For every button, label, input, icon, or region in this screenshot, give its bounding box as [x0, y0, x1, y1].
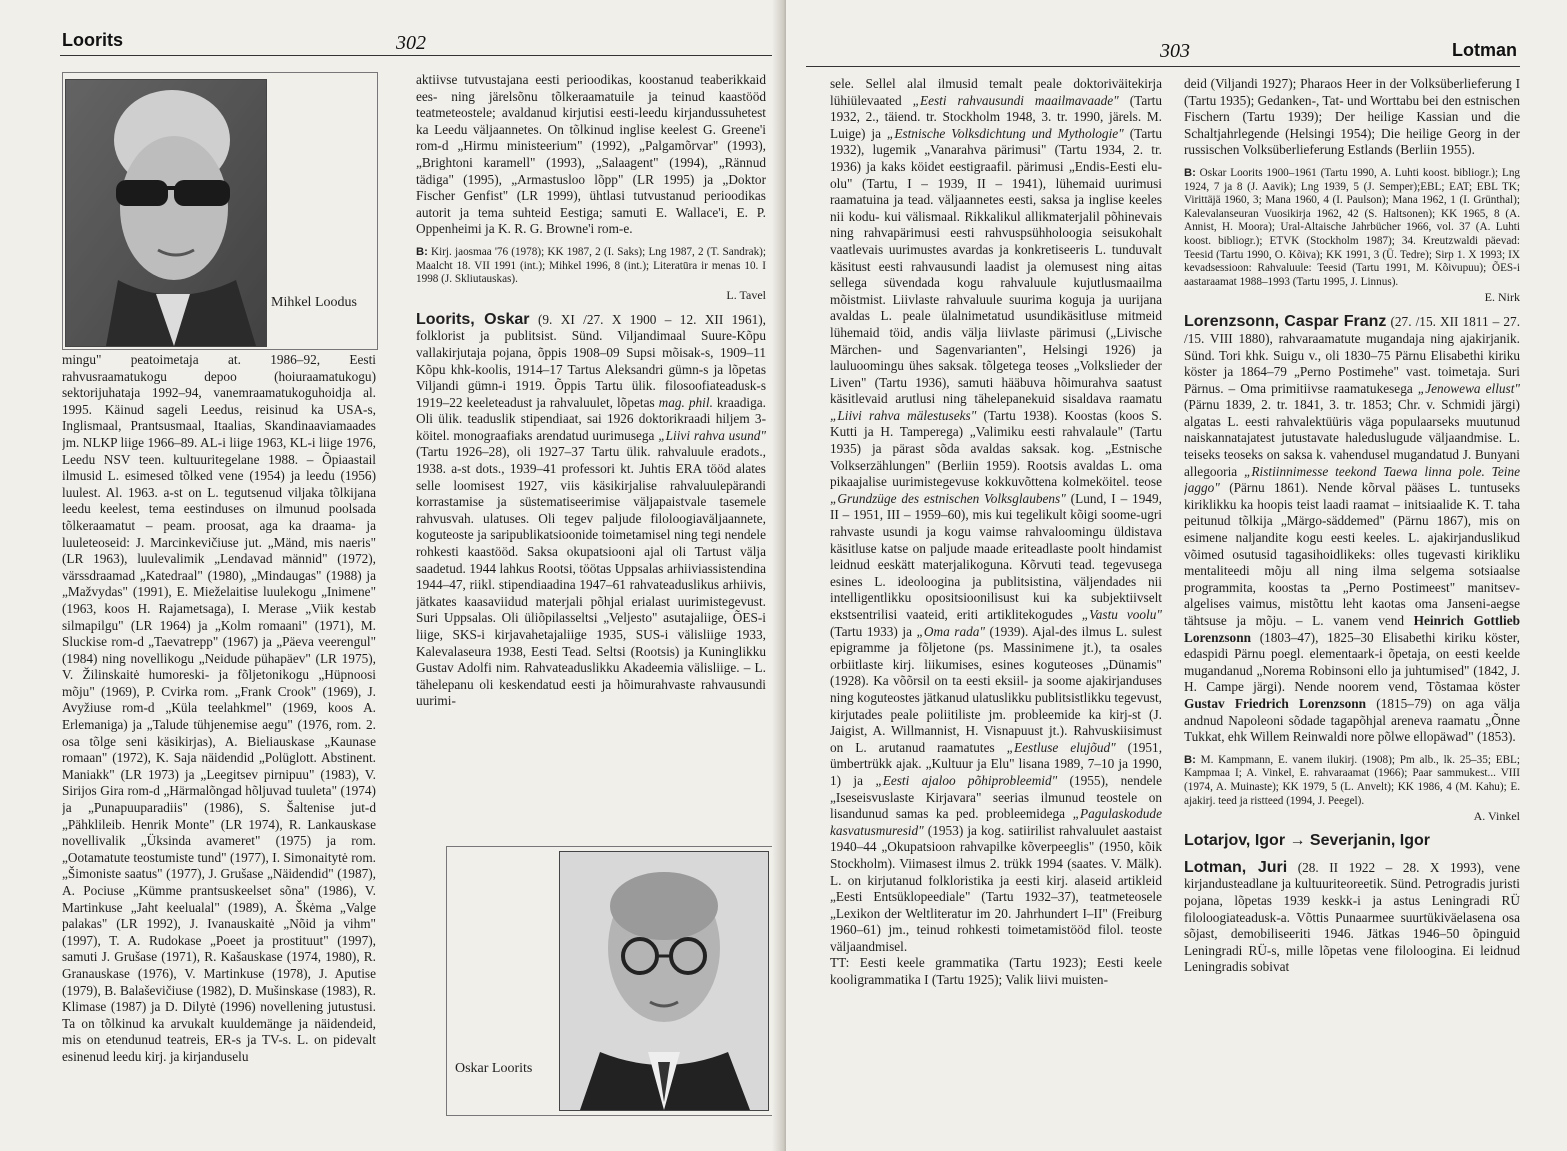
- loorits-works-tt: TT: Eesti keele grammatika (Tartu 1923); Eesti keele kooligrammatika I (Tartu 1925); Valik liivi muisten-: [830, 955, 1162, 988]
- photo-caption-mihkel-loodus: Mihkel Loodus: [271, 295, 357, 310]
- loorits-text-d: (Tartu 1938). Koostas (koos S. Kutti ja H. Tamperega) „Valimiku eesti rahvalaule" (Tartu 1935) ja pärast sõda avaldas saksak. kog. „Estnische Volkserzählungen" (Berliin 1959). Rootsis avaldas L. oma pikaajalise uurimistegevuse kokkuvõttena kolmeköitel. teose: [830, 407, 1162, 490]
- loorits-title-6: „Oma rada": [916, 623, 985, 639]
- loorits-text-c: (Tartu 1932), lugemik „Vanarahva pärimusi" (Tartu 1934, 2. tr. 1936) ja kaks köidet eestigraafil. pärimusi „Endis-Eesti elu-olu" (Tartu, I – 1939, II – 1941), lühemaid uurimusi raamatuina ja tead. väljaannetes eesti, saksa ja inglise keeles nii kodu- kui välismaal. Rikkalikul allikmaterjalil põhinevais ning rahvapärimusi eesti rahvuspsühholoogia seisukohalt vaatlevais uurimustes avardas ja konkretiseeris L. tunduvalt käsitust eesti rahvausundi laadist ja olemusest ning aitas sellega süvendada kogu rahvaluule kujutlusmaailma mõistmist. Liivlaste rahvaluule suurima koguja ja uurijana avaldas L. peale ülalnimetatud usundikäsitluse mitmeid lühemaid töid, andis välja liivlaste pärimusi („Livische Märchen- und Sagenvarianten", Helsingi 1926) ja lauluoomingu ühes saksak. tõlgetega teoses „Volkslieder der Liven" (Tartu 1936), samuti hääbuva hõimurahva saatust käsitlevaid arutlusi ning tähelepanekuid sisaldava raamatu: [830, 125, 1162, 407]
- portrait-frame-mihkel-loodus: [62, 72, 378, 350]
- entry-text-loorits-ital: mag. phil.: [658, 394, 713, 410]
- text-column-right-2: [1184, 76, 1520, 1132]
- lorenzsonn-text-b: (Pärnu 1839, 2. tr. 1841, 3. tr. 1853; Chr. v. Schmidi järgi) algatas L. eesti rahvalektüüris väga populaarseks muutunud naiskannatajatest jutustavate haleduslugude väljaandmise. L. teiseks teoseks on saksa k. vahendusel mugandatud J. Bunyani allegooria: [1184, 397, 1520, 479]
- cross-reference-lotarjov: Lotarjov, Igor → Severjanin, Igor: [1184, 832, 1430, 850]
- author-signature-vinkel: A. Vinkel: [1473, 809, 1520, 824]
- page-number-left: 302: [396, 32, 426, 54]
- left-page: [0, 0, 782, 1151]
- bib-text-lorenzsonn: M. Kampmann, E. vanem ilukirj. (1908); Pm alb., lk. 25–35; EBL; Kampmaa I; A. Vinkel, E. rahvaraamat (1966); Paar sammukest... VIII (1974, A. Muinaste); KK 1979, 5 (L. Anvelt); KK 1986, 4 (M. Kahu); E. ajakirj. teed ja ristteed (1994, J. Peegel).: [1184, 753, 1520, 807]
- portrait-image-loorits: [560, 852, 768, 1110]
- entry-lotman: [1184, 860, 1520, 976]
- lorenzsonn-brother-2: Gustav Friedrich Lorenzsonn: [1184, 695, 1367, 711]
- entry-text-loorits-a: folklorist ja publitsist. Sünd. Viljandimaal Suure-Kõpu vallakirjutaja pojana, õppis 1908–09 Supsi mõisak-s, 1909–11 Kõpu khk-koolis, 1914–17 Tartus Aleksandri gümn-s ja lõpetas Viljandi gümn-i 1919. Õppis Tartu ülik. filosoofiateadusk-s 1919–22 keeleteadust ja rahvaluulet, lõpetas: [416, 328, 766, 410]
- bib-text: Kirj. jaosmaa '76 (1978); KK 1987, 2 (I. Saks); Lng 1987, 2 (T. Sandrak); Maalcht 18. VII 1991 (int.); Mihkel 1996, 8 (int.); Literatūra ir menas 10. I 1998 (J. Skliutauskas).: [416, 245, 766, 286]
- entry-dates-loorits: (9. XI /27. X 1900 – 12. XII 1961),: [537, 311, 766, 327]
- loorits-title-5: „Vastu voolu": [1081, 607, 1162, 622]
- entry-title-lorenzsonn: Lorenzsonn, Caspar Franz: [1184, 313, 1387, 331]
- text-column-left-1: [62, 352, 376, 1132]
- loorits-title-4: „Grundzüge des estnischen Volksglaubens": [830, 490, 1066, 506]
- entry-lorenzsonn: [1184, 314, 1520, 745]
- loorits-text-e: (Lund, I – 1949, II – 1951, III – 1959–60), mis kui tegelikult kõigi soome-ugri rahvaste usundi ja kogu vaimse rahvaloomingu üldistava käsitluse katse on paljude maade eriteadlaste poolt hindamist leidnud eeskätt materjalikoguna. Kõrvuti tead. tegevusega esines L. ideoloogina ja publitsistina, väljendades nii intelligentlikku opositsioonilisust kui ka subjektiivselt ekstsentrilisi vaateid, eriti artiklitekogudes: [830, 490, 1162, 622]
- text-column-right-1: [830, 76, 1162, 1132]
- running-head-left: Loorits: [62, 30, 123, 50]
- bib-text-loorits: Oskar Loorits 1900–1961 (Tartu 1990, A. Luhti koost. bibliogr.); Lng 1924, 7 ja 8 (J. Aavik); Lng 1939, 5 (J. Semper);EBL; EAT; EBL TK; Virittäjä 1960, 3; Mana 1960, 4 (I. Paulson); Mana 1962, 1 (I. Grünthal); Kalevalanseuran Vuosikirja 1962, 42 (S. Haltsonen); KK 1965, 8 (A. Annist, H. Moora); Ural-Altaische Jahrbücher 1966, vol. 37 (A. Luhti koost. bibliogr.); ETVK (Stockholm 1987); 34. Kreutzwaldi päevad: Teesid (Tartu 1990, O. Kõiva); KK 1991, 3 (Ü. Tedre); Sirp 1. X 1993; IX kevadsessioon: Rahvaluule: Teesid (Tartu 1991, M. Kõivupuu); ÕES-i aastaraamat 1988–1993 (Tartu 1995, J. Linnus).: [1184, 166, 1520, 288]
- entry-dates-lotman: (28. II 1922 – 28. X 1993),: [1297, 859, 1485, 875]
- lorenzsonn-title-1: „Jenowewa ellust": [1417, 380, 1520, 396]
- loorits-title-1: „Eesti rahvausundi maailmavaade": [912, 92, 1119, 108]
- lorenzsonn-text-d: (1803–47), 1825–30 Elisabethi kiriku köster, edaspidi Pärnu poegl. elementaark-i õpetaja, on eesti keelde mugandanud „Norema Robinsoni ello ja juhtumised" (1842, J. H. Campe järgi). Nende noorem vend, Tõstamaa köster: [1184, 629, 1520, 695]
- lorenzsonn-brother-1: Heinrich Gottlieb Lorenzsonn: [1184, 613, 1520, 645]
- loorits-text-f: (Tartu 1933) ja: [830, 623, 917, 639]
- portrait-image: [66, 80, 266, 346]
- loorits-text-j: (1953) ja kog. satiirilist rahvaluulet aastaist 1940–44 „Okupatsioon rahvapilke kõverpeeglis" (1950, kõik Stockholm). Viimasest ilmus 2. trükk 1994 (saates. V. Mälk). L. on kirjutanud folkloristika ja eesti kirj. alaseid artikleid „Eesti Entsüklopeediale" (Tartu 1932–37), teatmeteosele „Lexikon der Weltliteratur im 20. Jahrhundert I–II" (Freiburg 1960–61) jm., teinud rohkesti toimetamistööd filol. teoste väljaandmisel.: [830, 822, 1162, 954]
- bibliography-loorits: [1184, 167, 1520, 289]
- loorits-text-h: (1951, ümbertrükk ajak. „Kultuur ja Elu" lisana 1989, 7–10 ja 1990, 1) ja: [830, 739, 1162, 788]
- loorits-works-continued: deid (Viljandi 1927); Pharaos Heer in der Volksüberlieferung I (Tartu 1935); Gedanken-, Tat- und Worttabu bei den estnischen Fischern (Tartu 1939); Der heilige Kassian und die Schaltjahrlegende (Helsingi 1954); Die heilige Georg in der russischen Volksüberlieferung Estlands (Berliin 1955).: [1184, 76, 1520, 158]
- entry-continuation-loodus: mingu" peatoimetaja at. 1986–92, Eesti rahvusraamatukogu depoo (hoiuraamatukogu) sektorijuhataja 1992–94, vanemraamatukoguhoidja al. 1995. Käinud sageli Leedus, reisinud ka USA-s, Inglismaal, Prantsusmaal, Itaalias, Skandinaaviamaades jm. NLKP liige 1966–89. AL-i liige 1963, KL-i liige 1976, Leedu NSV teen. kultuuritegelane 1988. – Õpiaastail ilmusid L. esimesed tõlked vene (1954) ja leedu (1956) luulest. Al. 1963. a-st on L. tegutsenud viljaka tõlkijana leedu keelest, tema eestinduses on ilmunud poolsada tõlkeraamatut – peam. proosat, aga ka draama- ja luuleteoseid: J. Marcinkevičiuse jut. „Mänd, mis naeris" (LR 1963), luulevalimik „Lendavad männid" (1972), värssdraamad „Katedraal" (1980), „Mindaugas" (1988) ja „Mažvydas" (1991), E. Mieželaitise luulekogu „Inimene" (1963, koos H. Rajametsaga), I. Merase „Viik kestab silmapilgu" (LR 1964) ja „Kolm romaani" (1971), M. Sluckise rom-d „Taevatrepp" (1967) ja „Päeva veerengul" (1984) ning novellikogu „Neidude pühapäev" (LR 1975), V. Žilinskaitė humoreski- ja fõljetonikogu „Hüpnoosi mõju" (1969), P. Cvirka rom. „Frank Crook" (1969), J. Avyžiuse rom-d „Küla teelahkmel" (1969, koos A. Erlemaniga) ja „Talude tühjenemise aegu" (1976, rom. 2. osa tõlge seni käsikirjas), A. Bieliauskase „Kaunase romaan" (1972), K. Saja näidendid „Polüglott. Abstinent. Maniakk" (LR 1973) ja „Leegitsev pirnipuu" (1983), V. Sirijos Gira rom-d „Härmalõngad hõljuvad tuuleta" (1974) ja „Punapuuparadiis" (1986), S. Šaltenise jut-d „Pähklileib. Henrik Monte" (LR 1974), R. Lankauskase novellivalik „Üksinda avameret" (1975) ja rom. „Ootamatute teostumiste tund" (1977), I. Simonaitytė rom. „Šimoniste saatus" (1977), J. Grušase „Näidendid" (1987), A. Pociuse „Kümme prantsuskeelset sõna" (1986), V. Martinkuse „Jaht keelualal" (1989), A. Škėma „Valge palakas" (LR 1992), J. Ivanauskaitė „Nõid ja vihm" (1997), T. A. Rudokase „Poeet ja prostituut" (1997), samuti J. Grušase (1971), R. Kašauskase (1974, 1980), R. Granauskase (1976), V. Martinkuse (1978), J. Aputise (1979), B. Balaševičiuse (1982), D. Mušinskase (1983), R. Klimase (1987) ja D. Dilytė (1996) novellening jutustusi. Ta on tõlkinud ka arvukalt kuuldemänge ja näidendeid, mis on etendunud teatreis, ER-s ja TV-s. L. on pidevalt esinenud leedu kirj. ja kirjanduselu: [62, 352, 376, 1064]
- loorits-text-a: sele. Sellel alal ilmusid temalt peale doktoriväitekirja lühiülevaated: [830, 76, 1162, 108]
- portrait-frame-oskar-loorits: [446, 846, 774, 1116]
- portrait-photo-mihkel-loodus: [65, 79, 267, 347]
- bibliography-lorenzsonn: [1184, 754, 1520, 808]
- loorits-text-b: (Tartu 1932, 2., täiend. tr. Stockholm 1948, 3. tr. 1990, järels. M. Luige) ja: [830, 92, 1162, 141]
- bib-label-lorenzsonn: B:: [1184, 753, 1196, 766]
- loorits-text-g: (1939). Ajal-des ilmus L. sulest epigramme ja fõljetone (ps. Massinimene jt.), ta osales orbiitlaste kirj. liikumises, esines koguteoses „Dünamis" (1928). Ka võõrsil on ta eesti eksiil- ja soome ajakirjanduses ning koguteostes jätkanud ulatuslikku publitsistlikku tegevust, kirjutades peale poliitiliste jm. probleemide ka kirj-st (J. Jaigist, A. Willmannist, H. Visnapuust jt.). Rahvuskiisimust on L. arutanud raamatutes: [830, 623, 1162, 755]
- entry-title-loorits: Loorits, Oskar: [416, 310, 530, 328]
- entry-loorits-oskar: [416, 312, 766, 710]
- loorits-text-i: (1955), nendele „Iseseisvuslaste Kirjavara" seerias ilmunud teostele on lisandunud samas ka ped. probleemidega: [830, 772, 1162, 822]
- portrait-photo-oskar-loorits: [559, 851, 769, 1111]
- entry-dates-lorenzsonn: (27. /15. XII 1811 –: [1390, 314, 1500, 330]
- right-page: [786, 0, 1567, 1151]
- entry-continuation-loorits: [830, 76, 1162, 955]
- header-rule-left: [60, 55, 772, 56]
- entry-continuation-loodus-2: aktiivse tutvustajana eesti perioodikas, koostanud teaberikkaid ees- ning järelsõnu tõlkeraamatuile ja teinud kaastööd teatmeteostele; avaldanud kirjutisi eesti-leedu kirjandussuhetest ka Leedu väljaannetes. On tõlkinud inglise keelest G. Greene'i rom-d „Hirmu ministeerium" (1992), „Palgamõrvar" (1993), „Brightoni karamell" (1993), „Salaagent" (1994), „Rännud tädiga" (1995), „Armastusloo lõpp" (LR 1995) ja „Doktor Fischer Genfist" (LR 1999), ühtlasi tutvustanud perioodikas autorit ja tema suhteid Eestiga; samuti E. Wallace'i, E. P. Oppenheimi ja K. R. G. Browne'i rom-e.: [416, 72, 766, 237]
- photo-caption-oskar-loorits: Oskar Loorits: [455, 1061, 533, 1076]
- loorits-title-8: „Eesti ajaloo põhiprobleemid": [875, 772, 1058, 788]
- lorenzsonn-text-c: (Pärnu 1861). Nende kõrval pääses L. tuntuseks kiriklikku ka hoopis teist laadi raamat – initsiaalide K. T. taha peitunud tõlkija „Märgo-säddemed" (Pärnu 1867), mis on esimene naljandite kogu eesti keeles. L. ajakirjanduslikud võimed osutusid tagasihoidlikeks: olles tugevasti kirikliku mentaliteedi mõju all ning ilma selgema sotsiaalse programmita, koostas ta „Perno Postimeest" manitsev-algelises vaimus, mistõttu leht kaotas oma Janseni-aegse tähtsuse ja mõju. – L. vanem vend: [1184, 480, 1520, 628]
- loorits-title-3: „Liivi rahva mälestuseks": [830, 407, 977, 423]
- entry-text-loorits-b: kraadiga. Oli ülik. teaduslik stipendiaat, sai 1926 doktorikraadi hiljem 3-köitel. monograafiaks arendatud uurimusega: [416, 394, 766, 443]
- bib-label: B:: [416, 245, 428, 258]
- bib-label-loorits: B:: [1184, 166, 1196, 179]
- lorenzsonn-text-a: 27. /15. VIII 1880), rahvaraamatute mugandaja ning ajakirjanik. Sünd. Tori khk. Suigu v., oli 1830–75 Pärnu Elisabethi kiriku köster ja 1864–79 „Perno Postimehe" vast. toimetaja. Suri Pärnus. – Oma primitiivse raamatukesega: [1184, 314, 1520, 396]
- loorits-title-7: „Eestluse elujõud": [1006, 739, 1116, 755]
- header-rule-right: [806, 66, 1520, 67]
- entry-text-loorits-c: (Tartu 1926–28), oli 1927–37 Tartu ülik. rahvaluule eradots., 1938. a-st dots., 1939–41 professori kt. Juhtis ERA tööd alates selle loomisest 1927, viis käsikirjalise rahvaluulepärandi korrastamise ja süstematiseerimise väljapaistvale tasemele rahvusvah. ulatuses. Oli tegev paljude filoloogiaväljaannete, koguteoste ja saripublikatsioonide toimetamisel ning tegi nendele rohkesti kaastööd. Saksa okupatsiooni ajal oli Tartust välja saadetud. 1944 lahkus Rootsi, töötas Uppsalas arhiiviassistendina 1944–47, riikl. stipendiaadina 1947–61 rahvateaduslikus arhiivis, jätkates kaasaviidud materjali põhjal erialast uurimistegevust. Suri Uppsalas. Oli üliõpilasseltsi „Veljesto" asutajaliige, ÕES-i liige, SKS-i kirjavahetajaliige 1935, SUS-i välisliige 1933, Kalevalaseura 1938, Eesti Tead. Seltsi (Rootsis) ja Kuninglikku Gustav Adolfi nim. Rahvateaduslikku Akadeemia välisliige. – L. tähelepanu oli keskendatud eesti ja hõimurahvaste rahvausundi uurimi-: [416, 444, 766, 709]
- lorenzsonn-title-2: „Ristiinnimesse teekond Taewa linna pole. Teine jaggo": [1184, 463, 1520, 496]
- entry-text-loorits-ital2: „Liivi rahva usund": [658, 427, 766, 443]
- entry-title-lotman: Lotman, Juri: [1184, 858, 1288, 876]
- lotman-text: vene kirjandusteadlane ja kultuuriteoreetik. Sünd. Petrogradis juristi pojana, lõpetas 1939 keskk-i ja astus Leningradi RÜ filoloogiateadusk-a. Võttis Punaarmee suurtükiväelasena osa sõjast, demobiliseeriti 1946. Jätkas 1946–50 õpinguid Leningradi RÜ-s, mille lõpetas vene filoloogina. Ei leidnud Leningradis sobivat: [1184, 859, 1520, 975]
- loorits-title-2: „Estnische Volksdichtung und Mythologie": [886, 125, 1124, 141]
- page-number-right: 303: [1160, 40, 1190, 62]
- bibliography-loodus: [416, 246, 766, 287]
- text-column-left-2: [416, 72, 766, 842]
- running-head-right: Lotman: [1452, 40, 1517, 60]
- author-signature-nirk: E. Nirk: [1484, 290, 1520, 305]
- loorits-title-9: „Pagulaskodude kasvatusmuresid": [830, 806, 1162, 838]
- lorenzsonn-text-e: (1815–79) on aga välja andnud Napoleoni sõdade tagapõhjal areneva raamatu „Õnne Tukkat, ehk Willem Reinwaldi nore põlwe ellopäwad" (1853).: [1184, 695, 1520, 745]
- author-signature-tavel: L. Tavel: [726, 287, 766, 302]
